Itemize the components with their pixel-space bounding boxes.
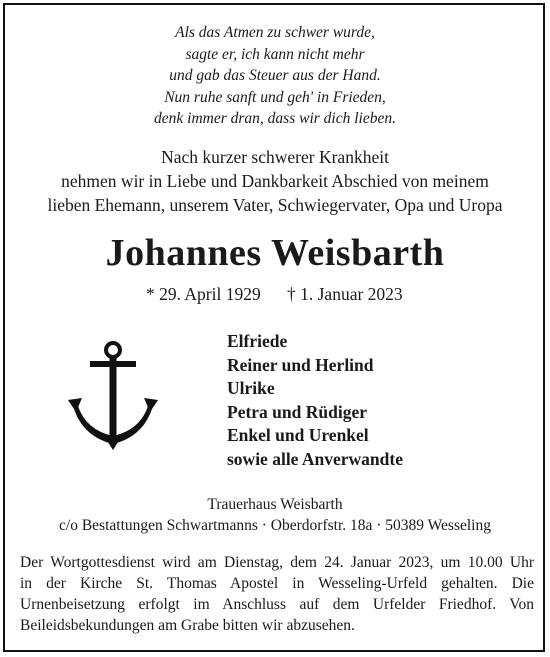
intro-line: Nach kurzer schwerer Krankheit [161, 147, 389, 167]
poem-line: und gab das Steuer aus der Hand. [169, 67, 381, 84]
funeral-home-address: c/o Bestattungen Schwartmanns · Oberdorfstr. 18a · 50389 Wesseling [59, 517, 491, 534]
notice-line: Beileidsbekundungen am Grabe bitten wir abzusehen. [20, 617, 355, 634]
intro-line: nehmen wir in Liebe und Dankbarkeit Abschied von meinem [61, 171, 489, 191]
poem-line: denk immer dran, dass wir dich lieben. [154, 110, 396, 127]
deceased-name: Johannes Weisbarth [105, 232, 445, 274]
poem-line: Nun ruhe sanft und geh' in Frieden, [164, 88, 386, 106]
funeral-home-name: Trauerhaus Weisbarth [207, 496, 343, 513]
notice-line: in der Kirche St. Thomas Apostel in Wesseling-Urfeld gehalten. Die [20, 575, 534, 592]
anchor-icon [68, 340, 158, 452]
death-date: † 1. Januar 2023 [287, 284, 403, 304]
family-member: Ulrike [227, 378, 275, 398]
family-member: Elfriede [227, 331, 288, 351]
poem [0, 22, 550, 130]
birth-date: * 29. April 1929 [146, 284, 261, 304]
notice-line: Urnenbeisetzung erfolgt im Anschluss auf dem Urfelder Friedhof. Von [20, 596, 534, 613]
service-notice [20, 552, 534, 636]
family-member: Petra und Rüdiger [227, 401, 367, 422]
intro-line: lieben Ehemann, unserem Vater, Schwiegervater, Opa und Uropa [47, 195, 503, 215]
funeral-home [0, 494, 550, 536]
intro-text [0, 145, 550, 217]
family-member: Reiner und Herlind [227, 354, 374, 375]
family-member: sowie alle Anverwandte [227, 448, 403, 469]
family-member: Enkel und Urenkel [227, 425, 369, 445]
poem-line: sagte er, ich kann nicht mehr [185, 45, 365, 63]
family-list [227, 330, 403, 471]
notice-line: Der Wortgottesdienst wird am Dienstag, dem 24. Januar 2023, um 10.00 Uhr [20, 554, 534, 571]
poem-line: Als das Atmen zu schwer wurde, [175, 24, 375, 41]
